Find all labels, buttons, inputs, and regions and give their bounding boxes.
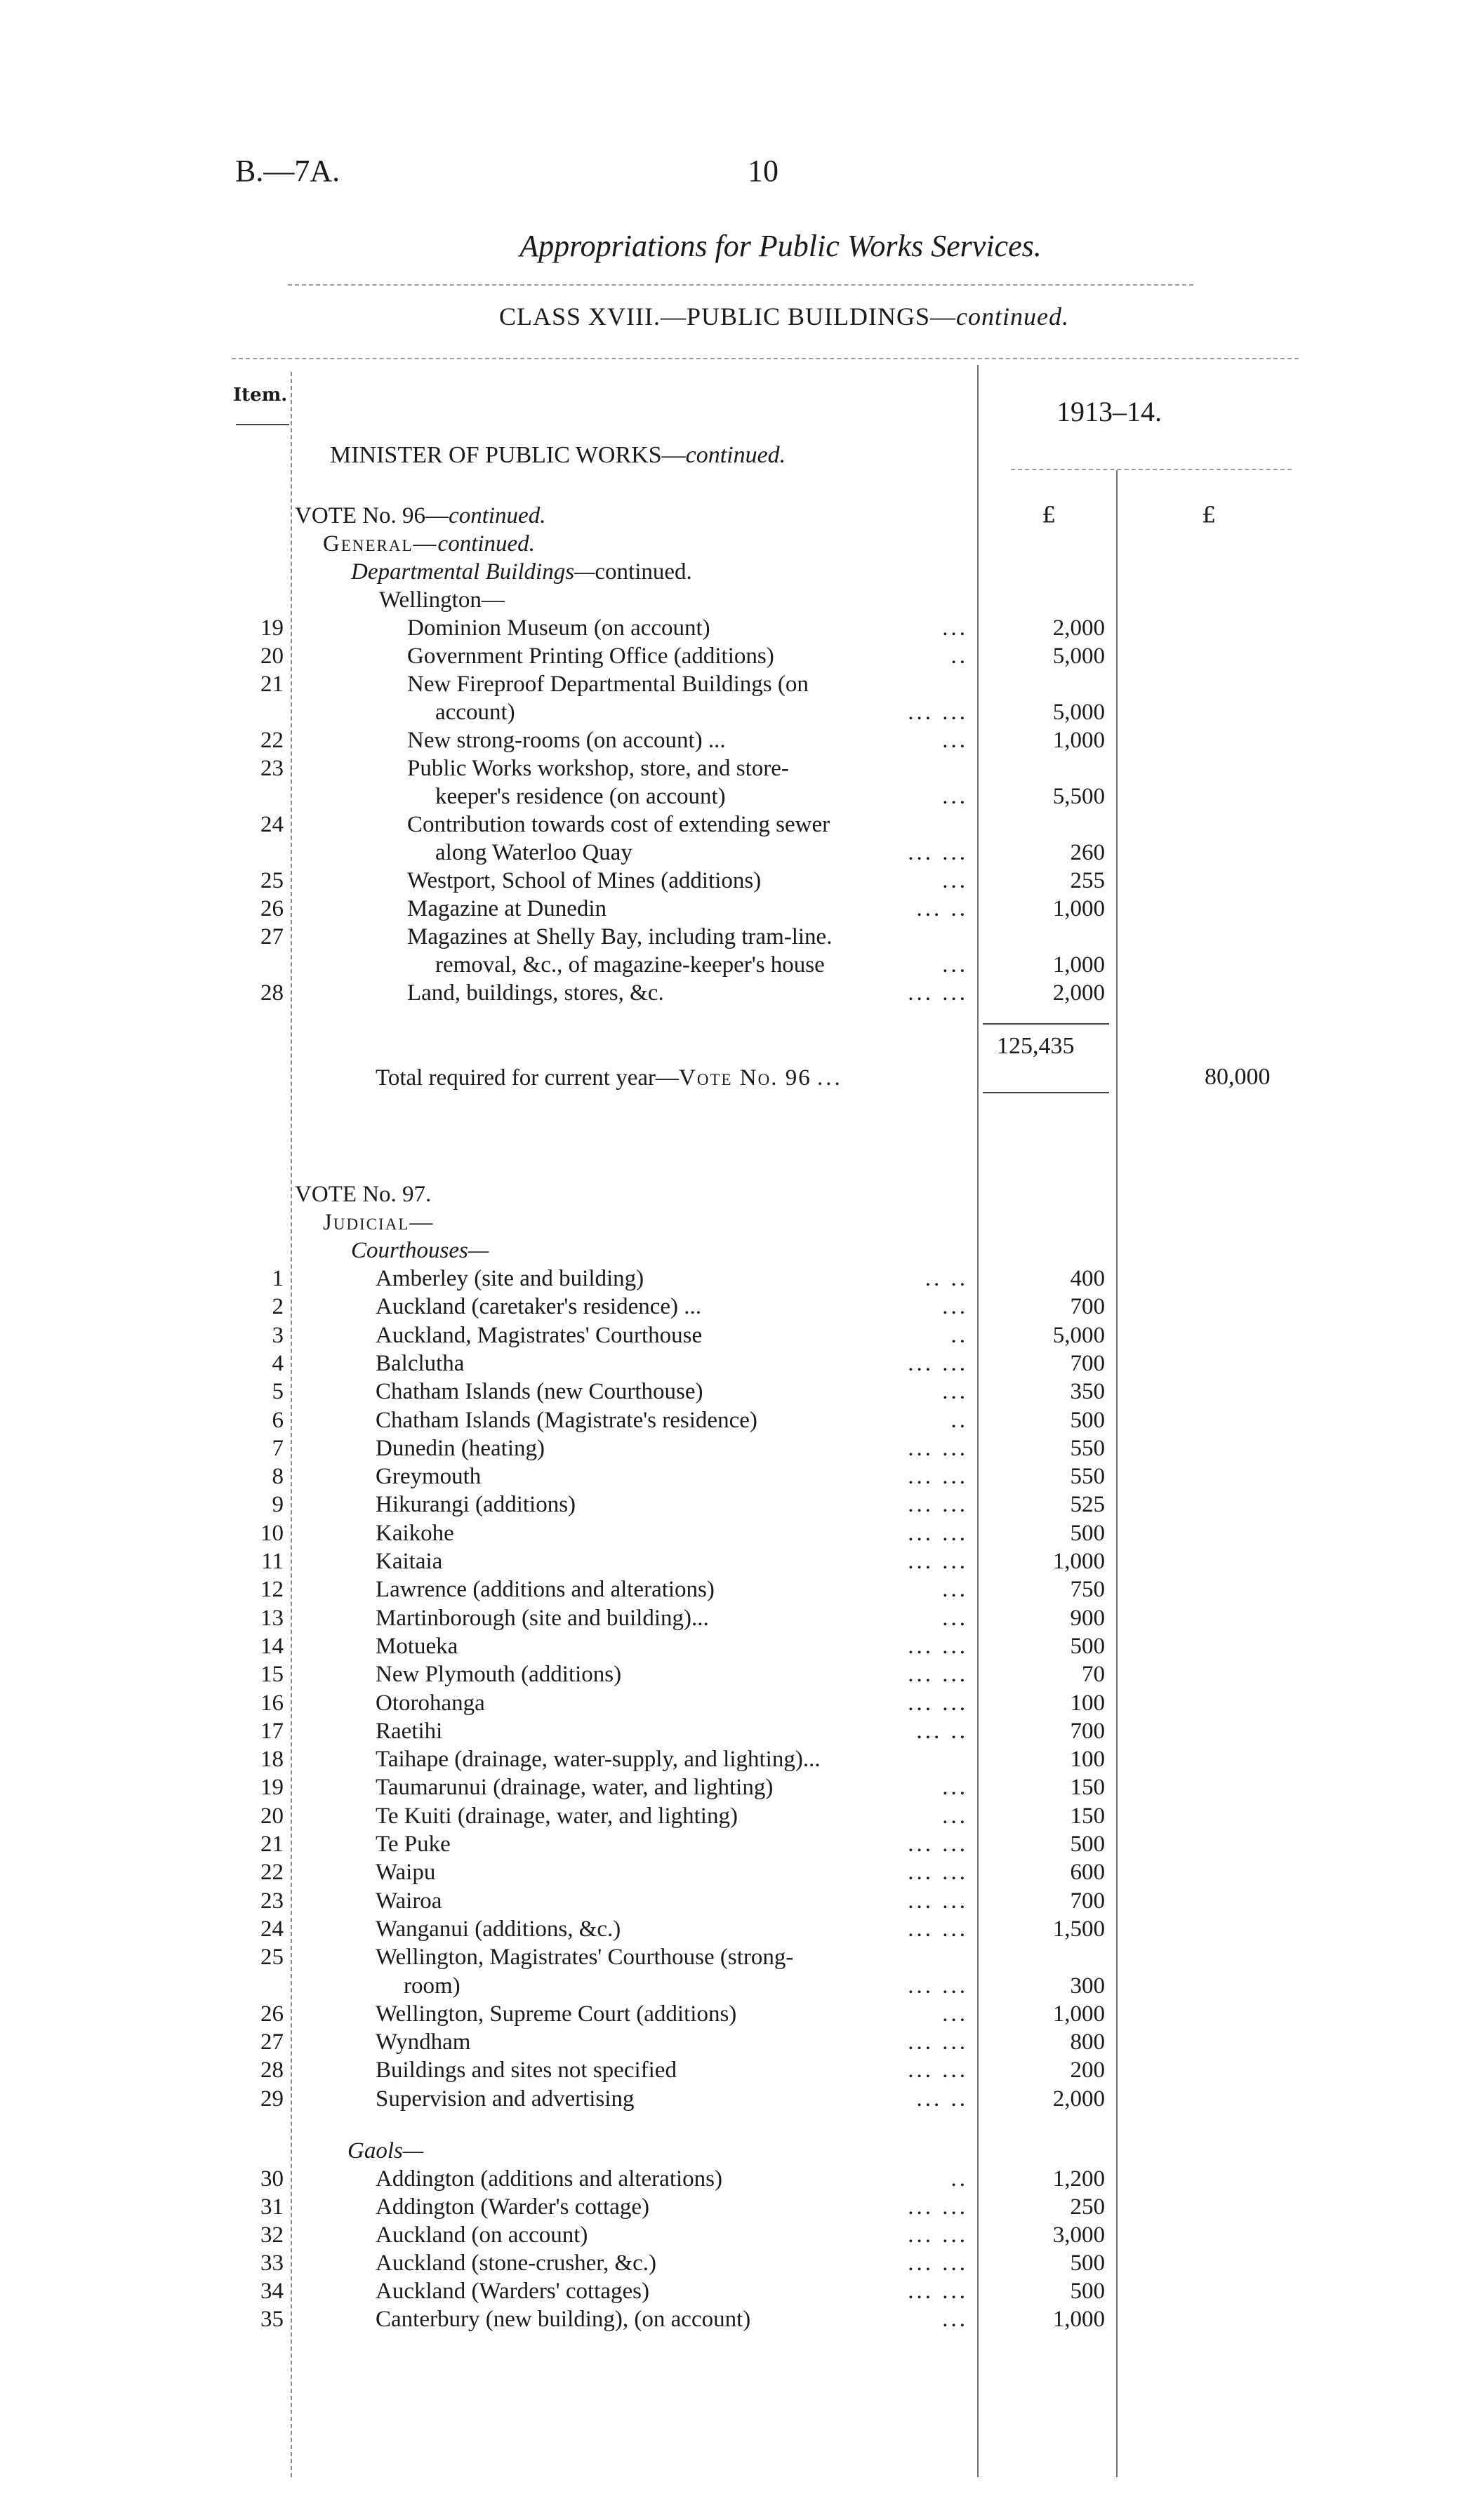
table-row — [0, 2249, 1484, 2277]
item-number: 20 — [260, 644, 284, 669]
row-description: Wellington, Supreme Court (additions) — [376, 2001, 737, 2027]
row-amount: 1,500 — [1052, 1916, 1105, 1942]
leader-dots: ... ... — [908, 980, 968, 1006]
row-amount: 1,000 — [1052, 2001, 1105, 2027]
table-row — [0, 1406, 1484, 1434]
table-row — [0, 614, 1484, 642]
row-description: Wairoa — [376, 1888, 442, 1914]
item-number: 25 — [260, 1945, 284, 1971]
table-row — [0, 1773, 1484, 1801]
vote-96-total-amount: 80,000 — [1205, 1064, 1271, 1090]
vote-97-heading — [0, 1180, 1484, 1208]
departmental-buildings-suffix: continued. — [595, 559, 692, 585]
row-description: Supervision and advertising — [376, 2086, 635, 2112]
row-description: Canterbury (new building), (on account) — [376, 2307, 751, 2332]
item-number: 8 — [272, 1464, 284, 1490]
leader-dots: ... ... — [908, 2029, 968, 2055]
row-amount: 2,000 — [1052, 615, 1105, 641]
leader-dots: ... — [942, 2001, 968, 2027]
table-row — [0, 1915, 1484, 1943]
item-number: 7 — [272, 1435, 284, 1461]
table-row — [0, 726, 1484, 754]
row-amount: 5,000 — [1052, 700, 1105, 725]
row-amount: 100 — [1070, 1747, 1105, 1773]
table-row — [0, 923, 1484, 951]
row-amount: 1,200 — [1052, 2166, 1105, 2192]
row-description: Lawrence (additions and alterations) — [376, 1577, 715, 1603]
row-amount: 550 — [1070, 1464, 1105, 1490]
row-description: Contribution towards cost of extending sewer — [407, 812, 830, 837]
row-description: Addington (additions and alterations) — [376, 2166, 722, 2192]
item-number: 23 — [260, 1888, 284, 1914]
item-number: 24 — [260, 1916, 284, 1942]
minister-heading-prefix: MINISTER OF PUBLIC WORKS— — [330, 442, 686, 468]
year-header-rule — [1011, 469, 1292, 470]
item-number: 2 — [272, 1294, 284, 1320]
table-row — [0, 1717, 1484, 1745]
item-number: 14 — [260, 1633, 284, 1659]
vote-97-heading-text: VOTE No. 97. — [295, 1182, 432, 1207]
table-row — [0, 2277, 1484, 2305]
row-amount: 500 — [1070, 1832, 1105, 1857]
table-row — [0, 754, 1484, 782]
row-description: Balclutha — [376, 1350, 465, 1376]
total-label-prefix: Total required for current year— — [376, 1065, 679, 1091]
table-row — [0, 2305, 1484, 2333]
leader-dots: ... — [942, 728, 968, 753]
row-amount: 5,000 — [1052, 644, 1105, 669]
table-row — [0, 951, 1484, 979]
table-row — [0, 895, 1484, 923]
table-row — [0, 698, 1484, 726]
leader-dots: ... ... — [908, 840, 968, 865]
item-number: 23 — [260, 756, 284, 781]
table-row — [0, 1858, 1484, 1886]
table-row — [0, 867, 1484, 895]
leader-dots: .. — [950, 2166, 968, 2192]
item-number: 22 — [260, 728, 284, 753]
table-row — [0, 2000, 1484, 2028]
row-description: room) — [404, 1973, 461, 1999]
leader-dots: ... ... — [908, 1916, 968, 1942]
table-row — [0, 1745, 1484, 1773]
row-amount: 1,000 — [1052, 2307, 1105, 2332]
row-amount: 200 — [1070, 2058, 1105, 2084]
row-description: Waipu — [376, 1860, 436, 1886]
table-row — [0, 1519, 1484, 1547]
minister-heading-suffix: continued. — [685, 442, 786, 468]
general-heading — [0, 530, 1484, 558]
row-amount: 1,000 — [1052, 896, 1105, 921]
item-number: 20 — [260, 1803, 284, 1829]
table-row — [0, 979, 1484, 1007]
row-amount: 300 — [1070, 1973, 1105, 1999]
item-number: 25 — [260, 868, 284, 893]
leader-dots: ... — [942, 952, 968, 978]
row-description: Taihape (drainage, water-supply, and lighting)... — [376, 1747, 821, 1773]
leader-dots: .. — [950, 1407, 968, 1433]
row-amount: 800 — [1070, 2029, 1105, 2055]
item-column-header: Item. — [233, 385, 288, 406]
row-amount: 255 — [1070, 868, 1105, 893]
leader-dots: ... ... — [908, 1520, 968, 1546]
row-amount: 250 — [1070, 2194, 1105, 2220]
leader-dots: ... ... — [908, 2222, 968, 2248]
row-description: Wyndham — [376, 2029, 471, 2055]
vote-96-subtotal: 125,435 — [997, 1033, 1075, 1059]
leader-dots: ... — [942, 1294, 968, 1320]
leader-dots: ... ... — [908, 1492, 968, 1518]
row-description: account) — [435, 700, 515, 725]
row-description: Motueka — [376, 1633, 458, 1659]
leader-dots: ... — [942, 1775, 968, 1801]
row-amount: 500 — [1070, 1520, 1105, 1546]
item-number: 27 — [260, 2029, 284, 2055]
table-row — [0, 1802, 1484, 1830]
item-number: 24 — [260, 812, 284, 837]
leader-dots: ... ... — [908, 2251, 968, 2276]
total-label-vote: Vote No. 96 — [678, 1065, 811, 1091]
row-description: Dunedin (heating) — [376, 1435, 545, 1461]
row-description: New strong-rooms (on account) ... — [407, 728, 726, 753]
leader-dots: ... ... — [908, 1860, 968, 1886]
row-description: Hikurangi (additions) — [376, 1492, 576, 1518]
table-row — [0, 2056, 1484, 2084]
item-number: 33 — [260, 2251, 284, 2276]
row-amount: 5,500 — [1052, 784, 1105, 809]
item-number: 1 — [272, 1266, 284, 1291]
table-row — [0, 811, 1484, 839]
leader-dots: ... ... — [908, 1350, 968, 1376]
leader-dots: ... — [942, 868, 968, 893]
row-description: New Plymouth (additions) — [376, 1662, 622, 1688]
item-number: 3 — [272, 1322, 284, 1348]
row-description: Auckland (stone-crusher, &c.) — [376, 2251, 657, 2276]
item-number: 10 — [260, 1520, 284, 1546]
row-amount: 5,000 — [1052, 1322, 1105, 1348]
item-number: 29 — [260, 2086, 284, 2112]
item-number: 32 — [260, 2222, 284, 2248]
pound-sign-column-1: £ — [1042, 502, 1056, 528]
item-number: 35 — [260, 2307, 284, 2332]
leader-dots: ... — [942, 615, 968, 641]
leader-dots: ... .. — [916, 1718, 968, 1744]
courthouses-heading-text: Courthouses— — [351, 1238, 489, 1263]
row-amount: 260 — [1070, 840, 1105, 865]
leader-dots: ... — [942, 1577, 968, 1603]
row-description: along Waterloo Quay — [435, 840, 632, 865]
vote-96-heading-suffix: continued. — [449, 503, 546, 528]
leader-dots: ... ... — [908, 700, 968, 725]
class-heading — [0, 302, 1484, 331]
table-row — [0, 782, 1484, 811]
leader-dots: ... ... — [908, 1464, 968, 1490]
row-description: Kaitaia — [376, 1549, 443, 1574]
judicial-heading — [0, 1208, 1484, 1236]
row-amount: 1,000 — [1052, 952, 1105, 978]
row-description: Otorohanga — [376, 1690, 485, 1716]
courthouses-heading — [0, 1236, 1484, 1265]
wellington-heading — [0, 586, 1484, 614]
table-row — [0, 1491, 1484, 1519]
leader-dots: ... ... — [908, 1435, 968, 1461]
class-heading-prefix: CLASS XVIII.—PUBLIC BUILDINGS— — [499, 302, 957, 331]
table-row — [0, 2193, 1484, 2221]
item-number: 5 — [272, 1379, 284, 1405]
table-row — [0, 2085, 1484, 2113]
table-row — [0, 1349, 1484, 1378]
table-row — [0, 1604, 1484, 1632]
leader-dots: ... .. — [916, 2086, 968, 2112]
item-number: 26 — [260, 2001, 284, 2027]
leader-dots: .. — [950, 644, 968, 669]
row-description: Westport, School of Mines (additions) — [407, 868, 762, 893]
leader-dots: .. .. — [925, 1266, 968, 1291]
item-number: 12 — [260, 1577, 284, 1603]
row-description: Wellington, Magistrates' Courthouse (strong- — [376, 1945, 794, 1971]
minister-heading — [330, 442, 786, 469]
leader-dots: ... ... — [908, 1690, 968, 1716]
row-amount: 900 — [1070, 1605, 1105, 1631]
row-description: Auckland (caretaker's residence) ... — [376, 1294, 702, 1320]
row-amount: 700 — [1070, 1888, 1105, 1914]
row-amount: 150 — [1070, 1803, 1105, 1829]
table-row — [0, 1575, 1484, 1604]
year-column-header: 1913–14. — [1056, 396, 1162, 427]
wellington-heading-text: Wellington— — [379, 587, 505, 613]
row-description: Addington (Warder's cottage) — [376, 2194, 649, 2220]
row-amount: 1,000 — [1052, 728, 1105, 753]
pound-sign-column-2: £ — [1202, 502, 1217, 528]
title-rule — [288, 284, 1193, 286]
leader-dots: ... ... — [908, 1662, 968, 1688]
item-number: 21 — [260, 672, 284, 697]
row-amount: 350 — [1070, 1379, 1105, 1405]
page-number: 10 — [748, 154, 779, 188]
table-row — [0, 1887, 1484, 1915]
row-description: Martinborough (site and building)... — [376, 1605, 709, 1631]
total-label-dots: ... — [816, 1065, 843, 1091]
item-number: 17 — [260, 1718, 284, 1744]
row-description: Amberley (site and building) — [376, 1266, 644, 1291]
judicial-heading-text: Judicial— — [323, 1210, 435, 1235]
row-description: Auckland (Warders' cottages) — [376, 2279, 649, 2304]
table-row — [0, 1321, 1484, 1349]
row-description: Public Works workshop, store, and store- — [407, 756, 789, 781]
item-number: 27 — [260, 924, 284, 949]
table-row — [0, 1660, 1484, 1688]
row-amount: 100 — [1070, 1690, 1105, 1716]
table-row — [0, 1632, 1484, 1660]
item-number: 28 — [260, 980, 284, 1006]
item-number: 30 — [260, 2166, 284, 2192]
item-number: 6 — [272, 1407, 284, 1433]
table-row — [0, 839, 1484, 867]
class-rule — [232, 358, 1299, 359]
row-amount: 750 — [1070, 1577, 1105, 1603]
leader-dots: .. — [950, 1322, 968, 1348]
table-row — [0, 2028, 1484, 2056]
row-description: Te Kuiti (drainage, water, and lighting) — [376, 1803, 738, 1829]
row-amount: 700 — [1070, 1350, 1105, 1376]
row-amount: 500 — [1070, 2279, 1105, 2304]
row-description: Te Puke — [376, 1832, 451, 1857]
row-description: Government Printing Office (additions) — [407, 644, 774, 669]
row-description: New Fireproof Departmental Buildings (on — [407, 672, 809, 697]
table-row — [0, 1943, 1484, 1971]
leader-dots: ... — [942, 784, 968, 809]
table-row — [0, 1689, 1484, 1717]
item-number: 28 — [260, 2058, 284, 2084]
table-row — [0, 670, 1484, 698]
item-number: 11 — [261, 1549, 284, 1574]
vote-96-heading — [0, 502, 1484, 530]
row-amount: 150 — [1070, 1775, 1105, 1801]
row-description: Auckland (on account) — [376, 2222, 588, 2248]
page-title: Appropriations for Public Works Services. — [519, 229, 1042, 263]
row-amount: 500 — [1070, 1633, 1105, 1659]
item-number: 34 — [260, 2279, 284, 2304]
row-description: Auckland, Magistrates' Courthouse — [376, 1322, 703, 1348]
table-row — [0, 1972, 1484, 2000]
document-reference: B.—7A. — [235, 154, 340, 188]
leader-dots: ... .. — [916, 896, 968, 921]
item-number: 9 — [272, 1492, 284, 1518]
table-row — [0, 1830, 1484, 1858]
item-number: 21 — [260, 1832, 284, 1857]
leader-dots: ... ... — [908, 2279, 968, 2304]
item-number: 19 — [260, 615, 284, 641]
row-description: Chatham Islands (Magistrate's residence) — [376, 1407, 757, 1433]
row-amount: 700 — [1070, 1294, 1105, 1320]
table-row — [0, 1265, 1484, 1293]
row-description: Magazines at Shelly Bay, including tram-line. — [407, 924, 833, 949]
gaols-heading-text: Gaols— — [347, 2138, 424, 2164]
table-row — [0, 1462, 1484, 1491]
item-number: 19 — [260, 1775, 284, 1801]
row-description: Kaikohe — [376, 1520, 454, 1546]
leader-dots: ... — [942, 1803, 968, 1829]
row-amount: 70 — [1082, 1662, 1105, 1688]
table-row — [0, 2165, 1484, 2193]
row-amount: 500 — [1070, 2251, 1105, 2276]
departmental-buildings-heading — [0, 558, 1484, 586]
total-bottom-rule — [983, 1092, 1109, 1093]
item-number: 26 — [260, 896, 284, 921]
table-row — [0, 1293, 1484, 1321]
row-description: Taumarunui (drainage, water, and lighting) — [376, 1775, 774, 1801]
row-amount: 2,000 — [1052, 2086, 1105, 2112]
departmental-buildings-prefix: Departmental Buildings— — [351, 559, 595, 585]
vote-96-heading-prefix: VOTE No. 96— — [295, 503, 449, 528]
row-description: removal, &c., of magazine-keeper's house — [435, 952, 825, 978]
leader-dots: ... ... — [908, 2058, 968, 2084]
row-description: Buildings and sites not specified — [376, 2058, 677, 2084]
row-amount: 700 — [1070, 1718, 1105, 1744]
leader-dots: ... ... — [908, 1549, 968, 1574]
leader-dots: ... ... — [908, 1832, 968, 1857]
row-amount: 525 — [1070, 1492, 1105, 1518]
row-amount: 400 — [1070, 1266, 1105, 1291]
row-amount: 3,000 — [1052, 2222, 1105, 2248]
total-top-rule — [983, 1023, 1109, 1025]
item-number: 15 — [260, 1662, 284, 1688]
leader-dots: ... — [942, 1379, 968, 1405]
item-number: 16 — [260, 1690, 284, 1716]
general-heading-suffix: continued. — [437, 531, 535, 556]
item-number: 13 — [260, 1605, 284, 1631]
leader-dots: ... ... — [908, 2194, 968, 2220]
row-description: keeper's residence (on account) — [435, 784, 726, 809]
table-row — [0, 2221, 1484, 2249]
row-amount: 550 — [1070, 1435, 1105, 1461]
row-amount: 500 — [1070, 1407, 1105, 1433]
leader-dots: ... ... — [908, 1633, 968, 1659]
leader-dots: ... ... — [908, 1973, 968, 1999]
item-number: 18 — [260, 1747, 284, 1773]
row-description: Raetihi — [376, 1718, 443, 1744]
row-description: Chatham Islands (new Courthouse) — [376, 1379, 703, 1405]
row-amount: 2,000 — [1052, 980, 1105, 1006]
leader-dots: ... ... — [908, 1888, 968, 1914]
leader-dots: ... — [942, 1605, 968, 1631]
class-heading-suffix: continued. — [956, 302, 1069, 331]
item-number: 4 — [272, 1350, 284, 1376]
row-description: Land, buildings, stores, &c. — [407, 980, 664, 1006]
table-row — [0, 1378, 1484, 1406]
row-amount: 1,000 — [1052, 1549, 1105, 1574]
table-row — [0, 1547, 1484, 1575]
row-description: Wanganui (additions, &c.) — [376, 1916, 621, 1942]
table-row — [0, 1434, 1484, 1462]
general-heading-prefix: General— — [323, 531, 438, 556]
row-description: Greymouth — [376, 1464, 482, 1490]
row-amount: 600 — [1070, 1860, 1105, 1886]
gaols-heading — [0, 2137, 1484, 2165]
item-header-rule — [236, 424, 289, 425]
item-number: 22 — [260, 1860, 284, 1886]
table-row — [0, 642, 1484, 670]
row-description: Magazine at Dunedin — [407, 896, 607, 921]
leader-dots: ... — [942, 2307, 968, 2332]
item-number: 31 — [260, 2194, 284, 2220]
row-description: Dominion Museum (on account) — [407, 615, 710, 641]
